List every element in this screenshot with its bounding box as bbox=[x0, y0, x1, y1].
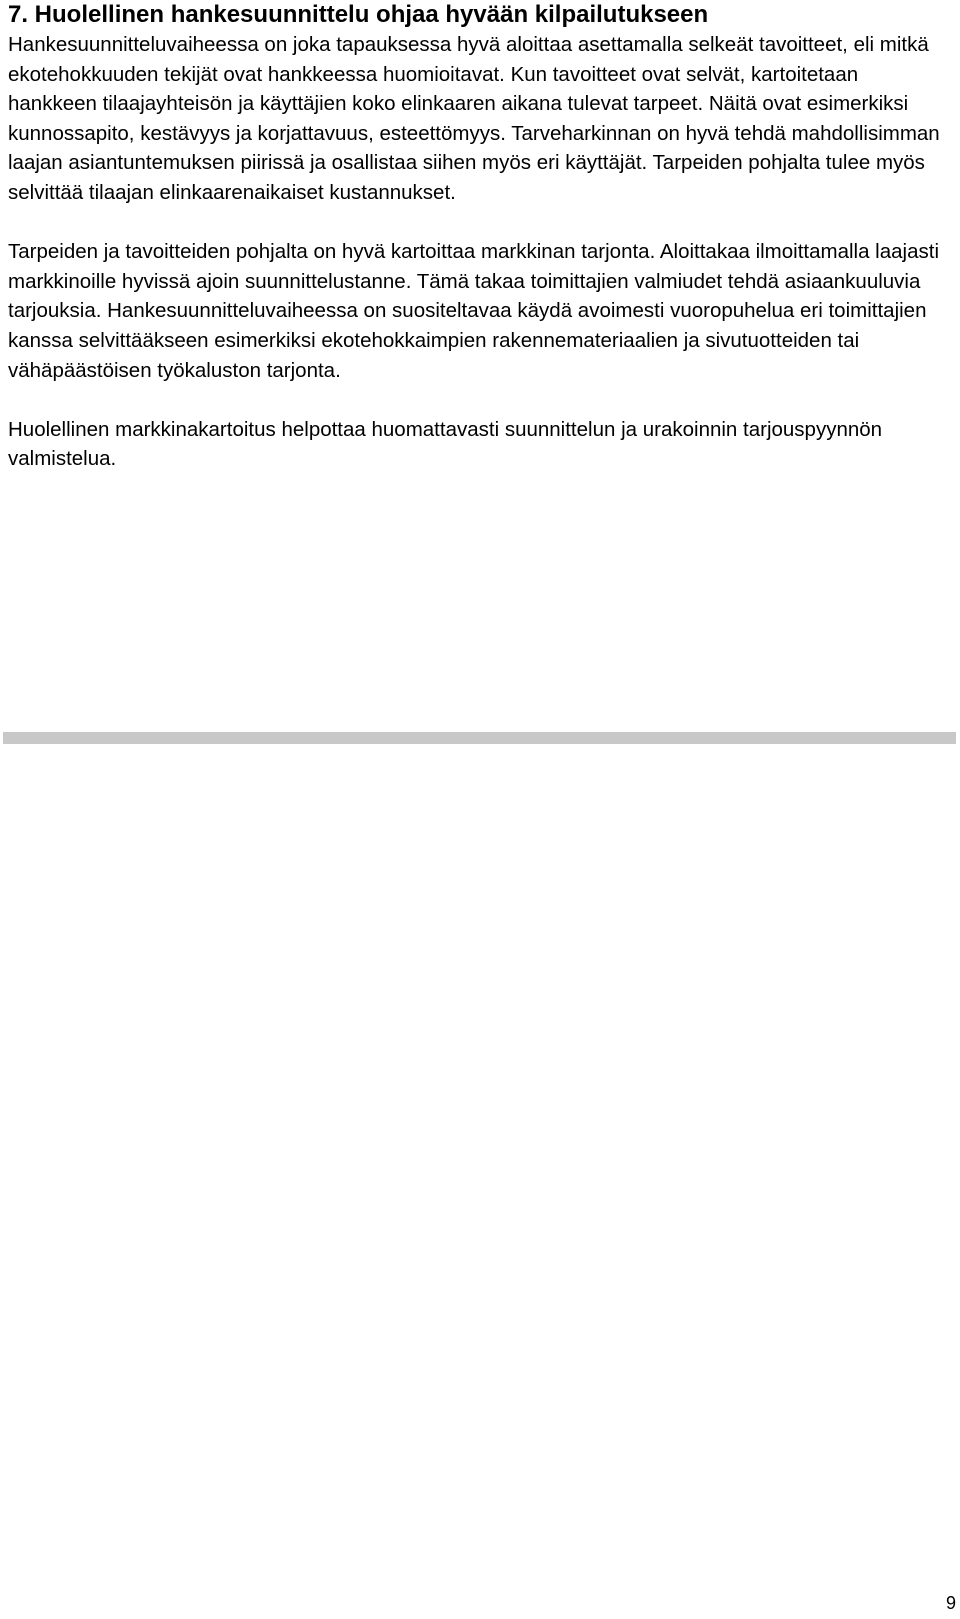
document-page bbox=[8, 0, 952, 474]
paragraph-market-survey: Tarpeiden ja tavoitteiden pohjalta on hyvä kartoittaa markkinan tarjonta. Aloittakaa ilmoittamalla laajasti markkinoille hyvissä ajoin suunnittelustanne. Tämä takaa toimittajien valmiudet tehdä asiaankuuluvia tarjouksia. Hankesuunnitteluvaiheessa on suositeltavaa käydä avoimesti vuoropuhelua eri toimittajien kanssa selvittääkseen esimerkiksi ekotehokkaimpien rakennemateriaalien ja sivutuotteiden tai vähäpäästöisen työkaluston tarjonta. bbox=[8, 240, 939, 382]
paragraph-goals-needs: Hankesuunnitteluvaiheessa on joka tapauksessa hyvä aloittaa asettamalla selkeät tavoitteet, eli mitkä ekotehokkuuden tekijät ovat hankkeessa huomioitavat. Kun tavoitteet ovat selvät, kartoitetaan hankkeen tilaajayhteisön ja käyttäjien koko elinkaaren aikana tulevat tarpeet. Näitä ovat esimerkiksi kunnossapito, kestävyys ja korjattavuus, esteettömyys. Tarveharkinnan on hyvä tehdä mahdollisimman laajan asiantuntemuksen piirissä ja osallistaa siihen myös eri käyttäjät. Tarpeiden pohjalta tulee myös selvittää tilaajan elinkaarenaikaiset kustannukset. bbox=[8, 33, 940, 204]
paragraph-conclusion: Huolellinen markkinakartoitus helpottaa huomattavasti suunnittelun ja urakoinnin tarjouspyynnön valmistelua. bbox=[8, 417, 883, 471]
section-heading: 7. Huolellinen hankesuunnittelu ohjaa hyvään kilpailutukseen bbox=[8, 1, 709, 28]
horizontal-divider bbox=[3, 732, 956, 744]
page-number: 9 bbox=[945, 1593, 956, 1613]
